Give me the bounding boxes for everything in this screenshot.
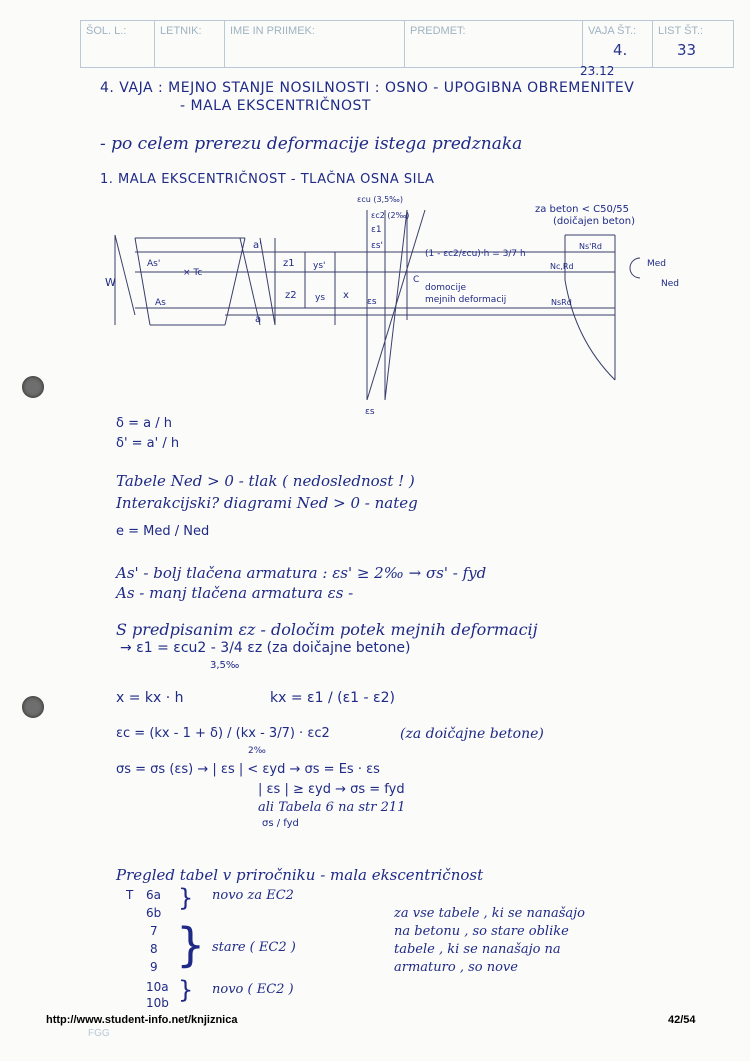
strain-diagram: [95, 190, 715, 425]
list-cell: [653, 21, 733, 67]
brace-2: }: [176, 918, 206, 972]
kx-line: kx = ε1 / (ε1 - ε2): [270, 690, 395, 706]
label-e1: ε1: [371, 225, 382, 235]
tab-t: T: [126, 888, 134, 902]
label-domocije: domocije: [425, 283, 466, 293]
label-ys: ys: [315, 293, 326, 303]
ec-line: εc = (kx - 1 + δ) / (kx - 3/7) · εc2: [116, 726, 330, 741]
ec-note: (za doičajne betone): [400, 726, 544, 742]
as1-line: As' - bolj tlačena armatura : εs' ≥ 2‰ → σs' - fyd: [116, 564, 487, 582]
label-doicajen: (doičajen beton): [553, 216, 635, 227]
footer-url: http://www.student-info.net/knjiznica: [46, 1014, 238, 1026]
novo-ec2-1: novo za EC2: [212, 888, 294, 903]
date: 23.12: [580, 64, 615, 78]
label-c: C: [413, 275, 420, 285]
label-ned: Ned: [661, 279, 679, 289]
tab-8: 8: [150, 942, 158, 956]
predmet-cell: [405, 21, 583, 67]
delta1-formula: δ' = a' / h: [116, 436, 180, 451]
note-line2: na betonu , so stare oblike: [394, 924, 569, 939]
tab-6b: 6b: [146, 906, 162, 920]
letnik-label: LETNIK:: [160, 25, 202, 37]
tabele-line: Tabele Ned > 0 - tlak ( nedoslednost ! ): [116, 472, 415, 490]
label-as: As: [155, 298, 166, 308]
label-nsrd: NsRd: [551, 298, 572, 307]
vaja-cell: [583, 21, 653, 67]
label-a: a: [255, 314, 262, 325]
label-tc: × Tc: [183, 268, 203, 278]
label-mejnih: mejnih deformacij: [425, 295, 507, 305]
note-line4: armaturo , so nove: [394, 960, 518, 975]
label-es-bottom: εs: [365, 407, 375, 417]
brace-3: }: [178, 976, 194, 1004]
label-ec2: εc2 (2‰): [371, 211, 410, 220]
vaja-label: VAJA ŠT.:: [588, 25, 637, 37]
tab-10b: 10b: [146, 996, 169, 1010]
label-a1: a': [253, 240, 262, 251]
list-label: LIST ŠT.:: [658, 25, 704, 37]
label-ys1: ys': [313, 261, 326, 271]
tab-9: 9: [150, 960, 158, 974]
label-ncrd: Nc,Rd: [550, 262, 574, 271]
predmet-label: PREDMET:: [410, 25, 466, 37]
sigma-line1: σs = σs (εs) → | εs | < εyd → σs = Es · εs: [116, 762, 380, 777]
ime-label: IME IN PRIIMEK:: [230, 25, 315, 37]
sol-cell: [81, 21, 155, 67]
vaja-value: 4.: [613, 41, 628, 59]
title-line1: 4. VAJA : MEJNO STANJE NOSILNOSTI : OSNO - UPOGIBNA OBREMENITEV: [100, 80, 635, 96]
interakcijski-line: Interakcijski? diagrami Ned > 0 - nateg: [116, 494, 418, 512]
x-line: x = kx · h: [116, 690, 184, 706]
label-nsrd1: Ns'Rd: [579, 242, 602, 251]
label-x: x: [343, 290, 349, 301]
label-za-beton: za beton < C50/55: [535, 204, 629, 215]
predpisanim-line: S predpisanim εz - določim potek mejnih deformacij: [116, 620, 538, 639]
tab-10a: 10a: [146, 980, 169, 994]
sol-label: ŠOL. L.:: [86, 25, 127, 37]
delta-formula: δ = a / h: [116, 416, 172, 431]
label-ecu: εcu (3,5‰): [357, 195, 404, 204]
letnik-cell: [155, 21, 225, 67]
fgg-mark: FGG: [88, 1028, 110, 1039]
punch-hole-bottom: [22, 696, 44, 718]
punch-hole-top: [22, 376, 44, 398]
ec-sub: 2‰: [248, 746, 266, 756]
ime-cell: [225, 21, 405, 67]
section-heading: 1. MALA EKSCENTRIČNOST - TLAČNA OSNA SILA: [100, 172, 435, 187]
list-value: 33: [677, 41, 697, 59]
sigma-frac: σs / fyd: [262, 818, 299, 829]
e-formula: e = Med / Ned: [116, 524, 210, 539]
label-as1: As': [147, 259, 161, 269]
label-z1: z1: [283, 258, 295, 269]
label-es1: εs': [371, 241, 384, 251]
note-line3: tabele , ki se nanašajo na: [394, 942, 561, 957]
as-line: As - manj tlačena armatura εs -: [116, 584, 354, 602]
footer-page: 42/54: [668, 1014, 696, 1026]
sigma-line2: | εs | ≥ εyd → σs = fyd: [258, 782, 405, 797]
label-w: W: [105, 276, 116, 289]
formula-three-sevenths: (1 - εc2/εcu)·h = 3/7 h: [425, 249, 526, 259]
note-line1: za vse tabele , ki se nanašajo: [394, 906, 586, 921]
ali-line: ali Tabela 6 na str 211: [258, 800, 406, 815]
brace-1: }: [178, 884, 194, 912]
eps1-sub: 3,5‰: [210, 660, 240, 671]
stare-ec2: stare ( EC2 ): [212, 940, 296, 955]
header-grid: [80, 20, 734, 68]
eps1-line: → ε1 = εcu2 - 3/4 εz (za doičajne betone): [120, 640, 411, 656]
pregled-line: Pregled tabel v priročniku - mala ekscentričnost: [116, 866, 484, 884]
tab-7: 7: [150, 924, 158, 938]
tab-6a: 6a: [146, 888, 161, 902]
intro-text: - po celem prerezu deformacije istega predznaka: [100, 134, 523, 154]
label-med: Med: [647, 259, 667, 269]
title-line2: - MALA EKSCENTRIČNOST: [180, 98, 371, 114]
novo-ec2-2: novo ( EC2 ): [212, 982, 294, 997]
label-es: εs: [367, 297, 377, 307]
label-z2: z2: [285, 290, 297, 301]
